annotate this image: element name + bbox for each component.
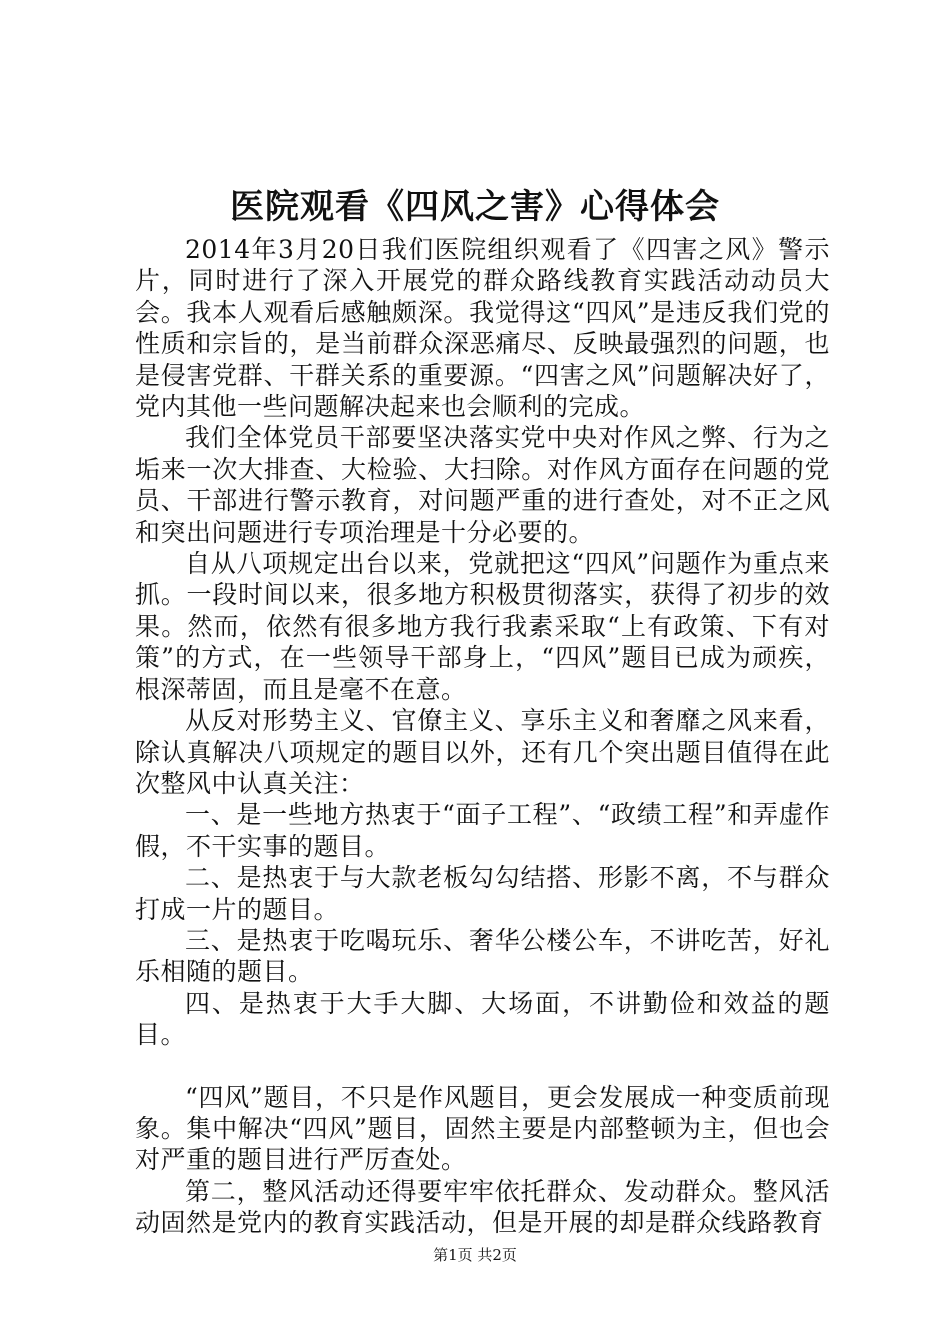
page-footer: 第1页 共2页 xyxy=(433,1246,517,1264)
paragraph-1: 2014年3月20日我们医院组织观看了《四害之风》警示片，同时进行了深入开展党的群众路线教育实践活动动员大会。我本人观看后感触颇深。我觉得这“四风”是违反我们党的性质和宗旨的，是当前群众深恶痛尽、反映最强烈的问题，也是侵害党群、干群关系的重要源。“四害之风”问题解决好了，党内其他一些问题解决起来也会顺利的完成。 xyxy=(135,235,830,422)
paragraph-4: 从反对形势主义、官僚主义、享乐主义和奢靡之风来看，除认真解决八项规定的题目以外，还有几个突出题目值得在此次整风中认真关注： xyxy=(135,706,830,798)
paragraph-9: “四风”题目，不只是作风题目，更会发展成一种变质前现象。集中解决“四风”题目，固然主要是内部整顿为主，但也会对严重的题目进行严厉查处。 xyxy=(135,1082,830,1175)
paragraph-5: 一、是一些地方热衷于“面子工程”、“政绩工程”和弄虚作假，不干实事的题目。 xyxy=(135,800,830,861)
paragraph-8: 四、是热衷于大手大脚、大场面，不讲勤俭和效益的题目。 xyxy=(135,988,830,1050)
document-body xyxy=(135,234,830,1239)
paragraph-2: 我们全体党员干部要坚决落实党中央对作风之弊、行为之垢来一次大排查、大检验、大扫除。对作风方面存在问题的党员、干部进行警示教育，对问题严重的进行查处，对不正之风和突出问题进行专项治理是十分必要的。 xyxy=(135,423,830,547)
document-title: 医院观看《四风之害》心得体会 xyxy=(230,187,720,227)
paragraph-10: 第二，整风活动还得要牢牢依托群众、发动群众。整风活动固然是党内的教育实践活动，但是开展的却是群众线路教育 xyxy=(135,1176,830,1238)
paragraph-7: 三、是热衷于吃喝玩乐、奢华公楼公车，不讲吃苦，好礼乐相随的题目。 xyxy=(135,925,830,987)
paragraph-6: 二、是热衷于与大款老板勾勾结搭、形影不离，不与群众打成一片的题目。 xyxy=(135,863,830,924)
paragraph-3: 自从八项规定出台以来，党就把这“四风”问题作为重点来抓。一段时间以来，很多地方积极贯彻落实，获得了初步的效果。然而，依然有很多地方我行我素采取“上有政策、下有对策”的方式，在一些领导干部身上，“四风”题目已成为顽疾，根深蒂固，而且是毫不在意。 xyxy=(135,549,830,704)
